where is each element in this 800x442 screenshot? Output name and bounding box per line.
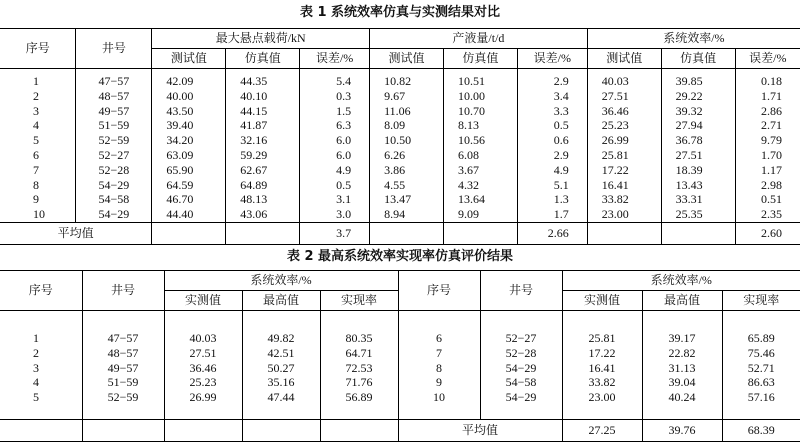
error-value: 6.3 [300,118,370,133]
measure-value: 27.51 [661,148,735,163]
measure-value: 27.94 [661,118,735,133]
measure-value: 26.99 [587,133,661,148]
measure-value: 25.81 [587,148,661,163]
t2-average-max: 39.76 [642,419,722,441]
measure-value: 44.15 [226,104,300,119]
t2-header-index-left: 序号 [0,271,82,311]
t1-sub-error: 误差/% [517,49,587,69]
t2-sub-rate: 实现率 [722,291,800,311]
error-value: 5.1 [517,178,587,193]
t1-sub-simulated: 仿真值 [443,49,517,69]
measure-value: 34.20 [152,133,226,148]
row-index: 8 [398,361,480,376]
t2-sub-max: 最高值 [642,291,722,311]
well-id: 49−57 [82,361,164,376]
measure-value: 9.67 [370,89,444,104]
table-row [0,178,800,193]
well-id: 51−59 [82,375,164,390]
table-row [0,192,800,207]
t2-sub-measured: 实测值 [164,291,242,311]
measure-value: 33.31 [661,192,735,207]
measure-value: 36.46 [587,104,661,119]
spacer-row [0,311,800,332]
t2-header-index-right: 序号 [398,271,480,311]
row-index: 8 [0,178,76,193]
measure-value: 39.04 [642,375,722,390]
table-row [0,69,800,89]
measure-value: 25.23 [587,118,661,133]
row-index: 1 [0,331,82,346]
measure-value: 9.09 [443,207,517,222]
t1-sub-error: 误差/% [735,49,800,69]
well-id: 52−27 [76,148,152,163]
error-value: 0.6 [517,133,587,148]
measure-value: 44.40 [152,207,226,222]
measure-value: 23.00 [562,390,642,405]
row-index: 3 [0,104,76,119]
table-row [0,89,800,104]
table-row [0,207,800,222]
measure-value: 27.51 [164,346,242,361]
t1-header-load: 最大悬点载荷/kN [152,29,370,49]
measure-value: 35.16 [242,375,320,390]
measure-value: 18.39 [661,163,735,178]
well-id: 49−57 [76,104,152,119]
measure-value: 6.26 [370,148,444,163]
measure-value: 43.50 [152,104,226,119]
measure-value: 86.63 [747,375,775,390]
error-value: 6.0 [300,148,370,163]
measure-value: 65.90 [152,163,226,178]
measure-value: 40.03 [164,331,242,346]
row-index: 3 [0,361,82,376]
row-index: 7 [0,163,76,178]
error-value: 2.35 [761,207,782,222]
measure-value: 42.51 [242,346,320,361]
measure-value: 3.86 [370,163,444,178]
measure-value: 27.51 [587,89,661,104]
error-value: 3.4 [517,89,587,104]
measure-value: 10.00 [443,89,517,104]
table-row [0,163,800,178]
row-index: 1 [0,69,76,89]
t2-average-label: 平均值 [398,419,562,441]
t1-header-efficiency: 系统效率/% [587,29,800,49]
measure-value: 16.41 [562,361,642,376]
error-value: 4.9 [517,163,587,178]
measure-value: 25.81 [562,331,642,346]
measure-value: 43.06 [226,207,300,222]
well-id: 48−57 [82,346,164,361]
measure-value: 41.87 [226,118,300,133]
table-row [0,118,800,133]
measure-value: 10.82 [370,69,444,89]
t1-average-production-error: 2.66 [517,222,587,244]
measure-value: 64.89 [226,178,300,193]
error-value: 1.7 [517,207,587,222]
t2-header-well-left: 井号 [82,271,164,311]
measure-value: 31.13 [642,361,722,376]
t1-header-production: 产液量/t/d [370,29,588,49]
measure-value: 40.24 [642,390,722,405]
t1-sub-measured: 测试值 [370,49,444,69]
measure-value: 11.06 [370,104,444,119]
t1-average-efficiency-error: 2.60 [735,222,800,244]
measure-value: 16.41 [587,178,661,193]
measure-value: 32.16 [226,133,300,148]
t1-sub-error: 误差/% [300,49,370,69]
table-1-title: 表 1 系统效率仿真与实测结果对比 [299,5,501,20]
measure-value: 22.82 [642,346,722,361]
well-id: 54−29 [480,390,562,405]
measure-value: 49.82 [242,331,320,346]
measure-value: 72.53 [320,361,398,376]
error-value: 0.18 [761,74,782,88]
error-value: 5.4 [300,69,370,89]
row-index: 6 [398,331,480,346]
measure-value: 10.51 [443,69,517,89]
row-index: 6 [0,148,76,163]
measure-value: 39.85 [661,69,735,89]
t1-sub-measured: 测试值 [152,49,226,69]
error-value: 0.5 [300,178,370,193]
measure-value: 71.76 [320,375,398,390]
row-index: 2 [0,89,76,104]
error-value: 2.9 [517,148,587,163]
row-index: 7 [398,346,480,361]
t2-average-rate: 68.39 [722,419,800,441]
measure-value: 44.35 [226,69,300,89]
t1-sub-measured: 测试值 [587,49,661,69]
error-value: 1.70 [761,147,782,162]
t2-average-measured: 27.25 [562,419,642,441]
table-row [0,390,800,405]
spacer-row [0,405,800,420]
measure-value: 33.82 [587,192,661,207]
well-id: 51−59 [76,118,152,133]
measure-value: 80.35 [320,331,398,346]
measure-value: 39.17 [642,331,722,346]
measure-value: 59.29 [226,148,300,163]
t1-sub-simulated: 仿真值 [661,49,735,69]
measure-value: 10.70 [443,104,517,119]
measure-value: 40.10 [226,89,300,104]
table-row [0,133,800,148]
measure-value: 47.44 [242,390,320,405]
table-row [0,331,800,346]
measure-value: 4.32 [443,178,517,193]
measure-value: 36.46 [164,361,242,376]
t2-sub-rate: 实现率 [320,291,398,311]
measure-value: 52.71 [747,360,775,375]
error-value: 0.3 [300,89,370,104]
t1-average-label: 平均值 [0,222,152,244]
row-index: 9 [0,192,76,207]
error-value: 2.9 [517,69,587,89]
measure-value: 17.22 [562,346,642,361]
measure-value: 29.22 [661,89,735,104]
row-index: 5 [0,133,76,148]
measure-value: 4.55 [370,178,444,193]
table-1 [0,28,800,245]
well-id: 54−58 [76,192,152,207]
error-value: 0.51 [761,192,782,207]
measure-value: 25.35 [661,207,735,222]
table-row [0,361,800,376]
measure-value: 10.50 [370,133,444,148]
row-index: 9 [398,375,480,390]
measure-value: 75.46 [747,345,775,360]
measure-value: 8.13 [443,118,517,133]
error-value: 1.3 [517,192,587,207]
measure-value: 6.08 [443,148,517,163]
measure-value: 46.70 [152,192,226,207]
error-value: 2.86 [761,103,782,118]
measure-value: 13.43 [661,178,735,193]
t1-header-index: 序号 [0,29,76,69]
error-value: 1.17 [761,162,782,177]
table-row [0,148,800,163]
table-row [0,375,800,390]
t2-sub-max: 最高值 [242,291,320,311]
measure-value: 39.32 [661,104,735,119]
well-id: 54−29 [480,361,562,376]
well-id: 54−58 [480,375,562,390]
row-index: 10 [0,207,76,222]
table-row [0,104,800,119]
t2-sub-measured: 实测值 [562,291,642,311]
well-id: 52−59 [82,390,164,405]
measure-value: 3.67 [443,163,517,178]
t2-header-efficiency-left: 系统效率/% [164,271,398,291]
error-value: 9.79 [761,133,782,148]
t2-header-well-right: 井号 [480,271,562,311]
t1-sub-simulated: 仿真值 [226,49,300,69]
well-id: 54−29 [76,207,152,222]
error-value: 0.5 [517,118,587,133]
measure-value: 13.47 [370,192,444,207]
row-index: 10 [398,390,480,405]
measure-value: 63.09 [152,148,226,163]
measure-value: 64.71 [320,346,398,361]
measure-value: 65.89 [747,331,775,345]
well-id: 47−57 [76,69,152,89]
row-index: 2 [0,346,82,361]
measure-value: 33.82 [562,375,642,390]
measure-value: 25.23 [164,375,242,390]
table-row [0,346,800,361]
measure-value: 40.00 [152,89,226,104]
measure-value: 23.00 [587,207,661,222]
well-id: 47−57 [82,331,164,346]
well-id: 52−28 [480,346,562,361]
well-id: 52−59 [76,133,152,148]
row-index: 5 [0,390,82,405]
measure-value: 10.56 [443,133,517,148]
error-value: 6.0 [300,133,370,148]
t2-header-efficiency-right: 系统效率/% [562,271,800,291]
well-id: 52−28 [76,163,152,178]
table-2 [0,270,800,442]
measure-value: 42.09 [152,69,226,89]
measure-value: 8.94 [370,207,444,222]
measure-value: 17.22 [587,163,661,178]
measure-value: 48.13 [226,192,300,207]
measure-value: 57.16 [747,390,775,405]
measure-value: 13.64 [443,192,517,207]
well-id: 54−29 [76,178,152,193]
error-value: 1.5 [300,104,370,119]
table-2-title: 表 2 最高系统效率实现率仿真评价结果 [286,249,514,264]
measure-value: 64.59 [152,178,226,193]
measure-value: 50.27 [242,361,320,376]
error-value: 2.71 [761,118,782,133]
t1-header-well: 井号 [76,29,152,69]
t1-average-load-error: 3.7 [300,222,370,244]
measure-value: 8.09 [370,118,444,133]
measure-value: 26.99 [164,390,242,405]
error-value: 1.71 [761,88,782,103]
error-value: 4.9 [300,163,370,178]
well-id: 48−57 [76,89,152,104]
error-value: 3.1 [300,192,370,207]
error-value: 2.98 [761,177,782,192]
measure-value: 39.40 [152,118,226,133]
measure-value: 62.67 [226,163,300,178]
error-value: 3.0 [300,207,370,222]
measure-value: 56.89 [320,390,398,405]
well-id: 52−27 [480,331,562,346]
measure-value: 40.03 [587,69,661,89]
measure-value: 36.78 [661,133,735,148]
error-value: 3.3 [517,104,587,119]
row-index: 4 [0,375,82,390]
row-index: 4 [0,118,76,133]
